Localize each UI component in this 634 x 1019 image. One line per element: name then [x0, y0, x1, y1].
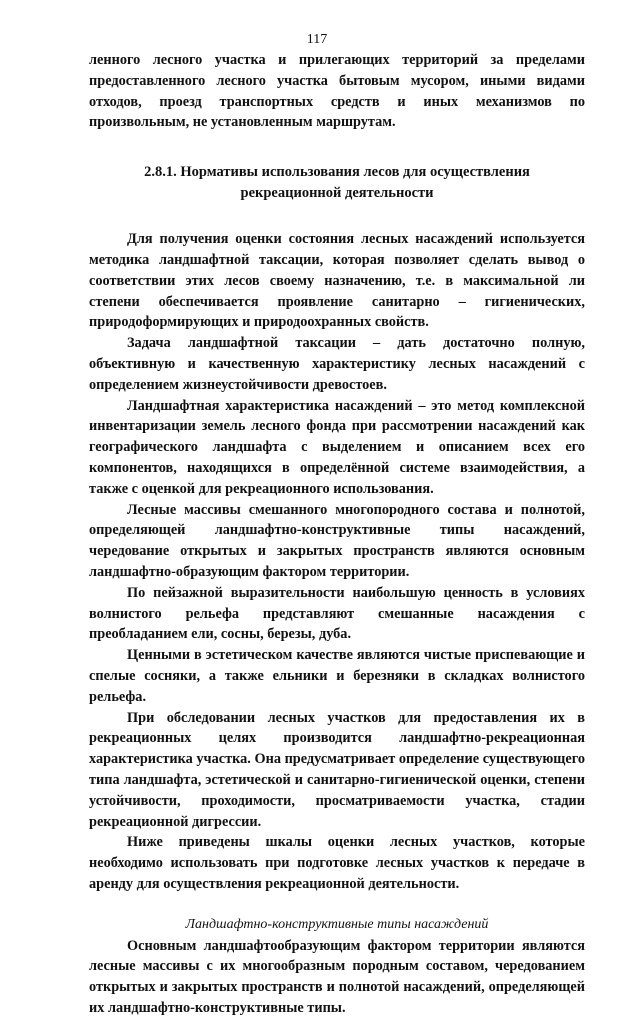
paragraph-3: Ландшафтная характеристика насаждений – это метод комплексной инвентаризации земель лесного фонда при рассмотрении насаждений как географического ландшафта с выделением и описанием всех его компонентов, находящихся в определённой системе взаимодействия, а также с оценкой для рекреационного использования. [89, 397, 585, 497]
paragraph-6: Ценными в эстетическом качестве являются чистые приспевающие и спелые сосняки, а также ельники и березняки в складках волнистого рельефа. [89, 647, 585, 705]
subheading: Ландшафтно-конструктивные типы насаждений [185, 916, 489, 932]
paragraph-7: При обследовании лесных участков для предоставления их в рекреационных целях производится ландшафтно-рекреационная характеристика участка. Она предусматривает определение существующего типа ландшафта, эстетической и санитарно-гигиенической оценки, степени устойчивости, проходимости, просматриваемости участка, стадии рекреационной дигрессии. [89, 709, 585, 830]
final-paragraph: Основным ландшафтообразующим фактором территории являются лесные массивы с их многообразным породным составом, чередованием открытых и закрытых пространств и полнотой насаждений, определяющей их ландшафтно-конструктивные типы. [89, 937, 585, 1017]
paragraph-4: Лесные массивы смешанного многопородного состава и полнотой, определяющей ландшафтно-конструктивные типы насаждений, чередование открытых и закрытых пространств являются основным ландшафтно-образующим фактором территории. [89, 501, 585, 580]
section-heading: 2.8.1. Нормативы использования лесов для осуществления рекреационной деятельности [144, 164, 530, 201]
paragraph-1: Для получения оценки состояния лесных насаждений используется методика ландшафтной таксации, которая позволяет сделать вывод о соответствии этих лесов своему назначению, т.е. в максимальной ли степени обеспечивается проявление санитарно – гигиенических, природоформирующих и природоохранных свойств. [89, 231, 585, 331]
page-number: 117 [306, 32, 328, 47]
paragraph-5: По пейзажной выразительности наибольшую ценность в условиях волнистого рельефа представляют смешанные насаждения с преобладанием ели, сосны, березы, дуба. [89, 584, 585, 643]
paragraph-8: Ниже приведены шкалы оценки лесных участков, которые необходимо использовать при подготовке лесных участков к передаче в аренду для осуществления рекреационной деятельности. [89, 834, 585, 892]
paragraph-2: Задача ландшафтной таксации – дать достаточно полную, объективную и качественную характеристику лесных насаждений с определением жизнеустойчивости древостоев. [89, 335, 585, 393]
intro-paragraph: ленного лесного участка и прилегающих территорий за пределами предоставленного лесного участка бытовым мусором, иными видами отходов, проезд транспортных средств и иных механизмов по произвольным, не установленным маршрутам. [89, 52, 585, 131]
page-content [89, 50, 585, 1019]
